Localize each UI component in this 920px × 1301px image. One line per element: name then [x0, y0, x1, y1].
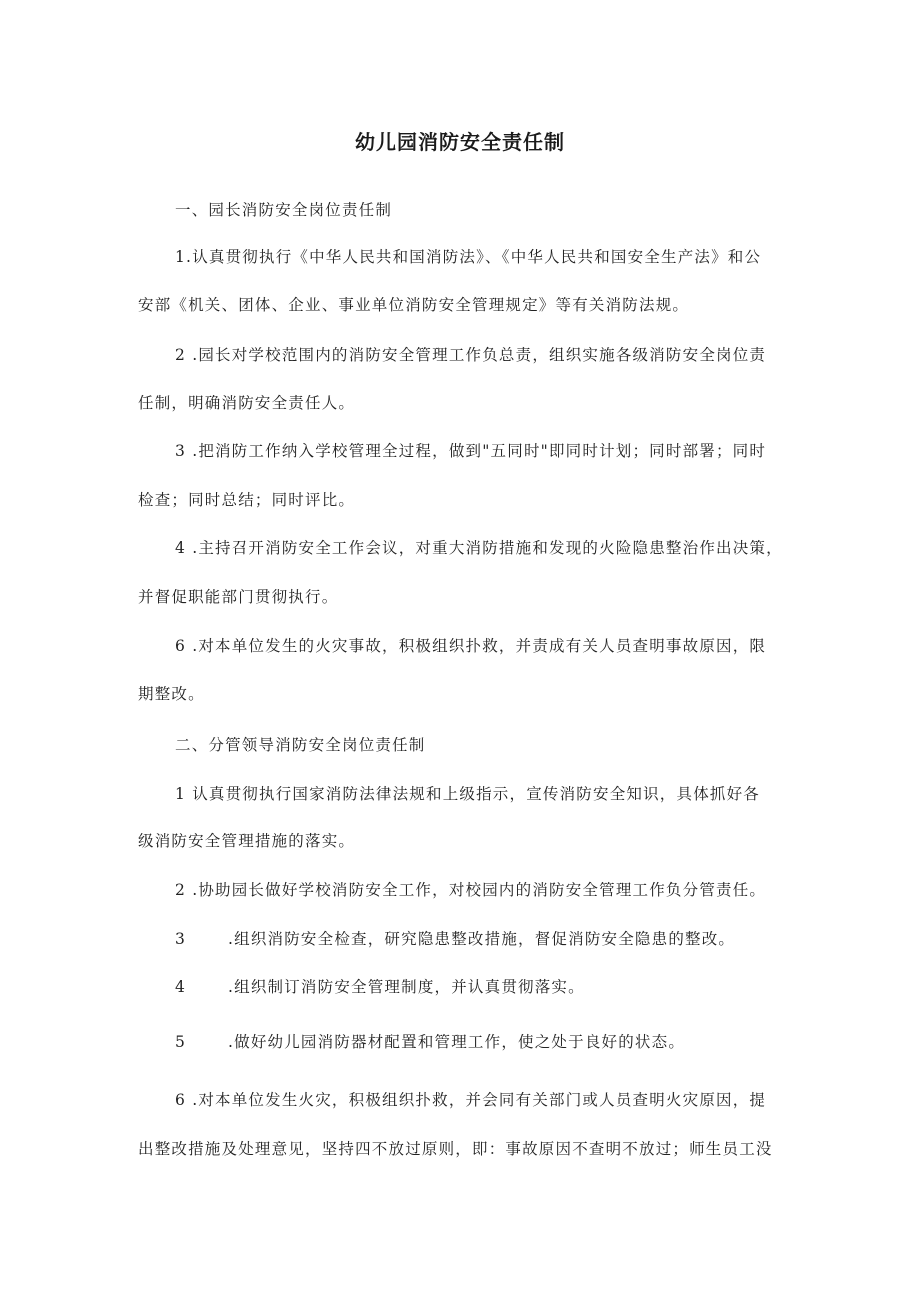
section-2-item-3-text: .组织消防安全检查，研究隐患整改措施，督促消防安全隐患的整改。: [228, 930, 736, 948]
section-2-item-4-text: .组织制订消防安全管理制度，并认真贯彻落实。: [228, 978, 585, 996]
section-1-item-3-line-2: 检查；同时总结；同时评比。: [138, 491, 356, 509]
section-1-item-2-line-1: 2 .园长对学校范围内的消防安全管理工作负总责，组织实施各级消防安全岗位责: [175, 346, 767, 364]
section-2-item-1-line-1: 1 认真贯彻执行国家消防法律法规和上级指示，宣传消防安全知识，具体抓好各: [175, 785, 760, 803]
section-2-item-4-number: 4: [175, 978, 187, 996]
section-1-item-1-line-2: 安部《机关、团体、企业、事业单位消防安全管理规定》等有关消防法规。: [138, 296, 690, 314]
section-1-item-4-line-1: 4 .主持召开消防安全工作会议，对重大消防措施和发现的火险隐患整治作出决策，: [175, 539, 783, 557]
section-1-item-2-line-2: 任制，明确消防安全责任人。: [138, 394, 356, 412]
section-2-item-3-number: 3: [175, 930, 187, 948]
section-1-item-6-line-2: 期整改。: [138, 685, 205, 703]
section-2-item-6-line-2: 出整改措施及处理意见，坚持四不放过原则，即：事故原因不查明不放过；师生员工没: [138, 1140, 773, 1158]
section-2-heading: 二、分管领导消防安全岗位责任制: [175, 736, 426, 754]
document-title: 幼儿园消防安全责任制: [355, 130, 565, 154]
section-1-item-1-line-1: 1.认真贯彻执行《中华人民共和国消防法》、《中华人民共和国安全生产法》和公: [175, 248, 762, 266]
section-2-item-5-text: .做好幼儿园消防器材配置和管理工作，使之处于良好的状态。: [228, 1033, 686, 1051]
section-1-item-6-line-1: 6 .对本单位发生的火灾事故，积极组织扑救，并责成有关人员查明事故原因，限: [175, 637, 767, 655]
section-2-item-5-number: 5: [175, 1033, 187, 1051]
section-2-item-6-line-1: 6 .对本单位发生火灾，积极组织扑救，并会同有关部门或人员查明火灾原因，提: [175, 1091, 767, 1109]
section-2-item-2-line-1: 2 .协助园长做好学校消防安全工作，对校园内的消防安全管理工作负分管责任。: [175, 881, 767, 899]
section-1-heading: 一、园长消防安全岗位责任制: [175, 201, 393, 219]
section-1-item-4-line-2: 并督促职能部门贯彻执行。: [138, 588, 339, 606]
section-1-item-3-line-1: 3 .把消防工作纳入学校管理全过程，做到"五同时"即同时计划；同时部署；同时: [175, 442, 767, 460]
section-2-item-1-line-2: 级消防安全管理措施的落实。: [138, 832, 356, 850]
